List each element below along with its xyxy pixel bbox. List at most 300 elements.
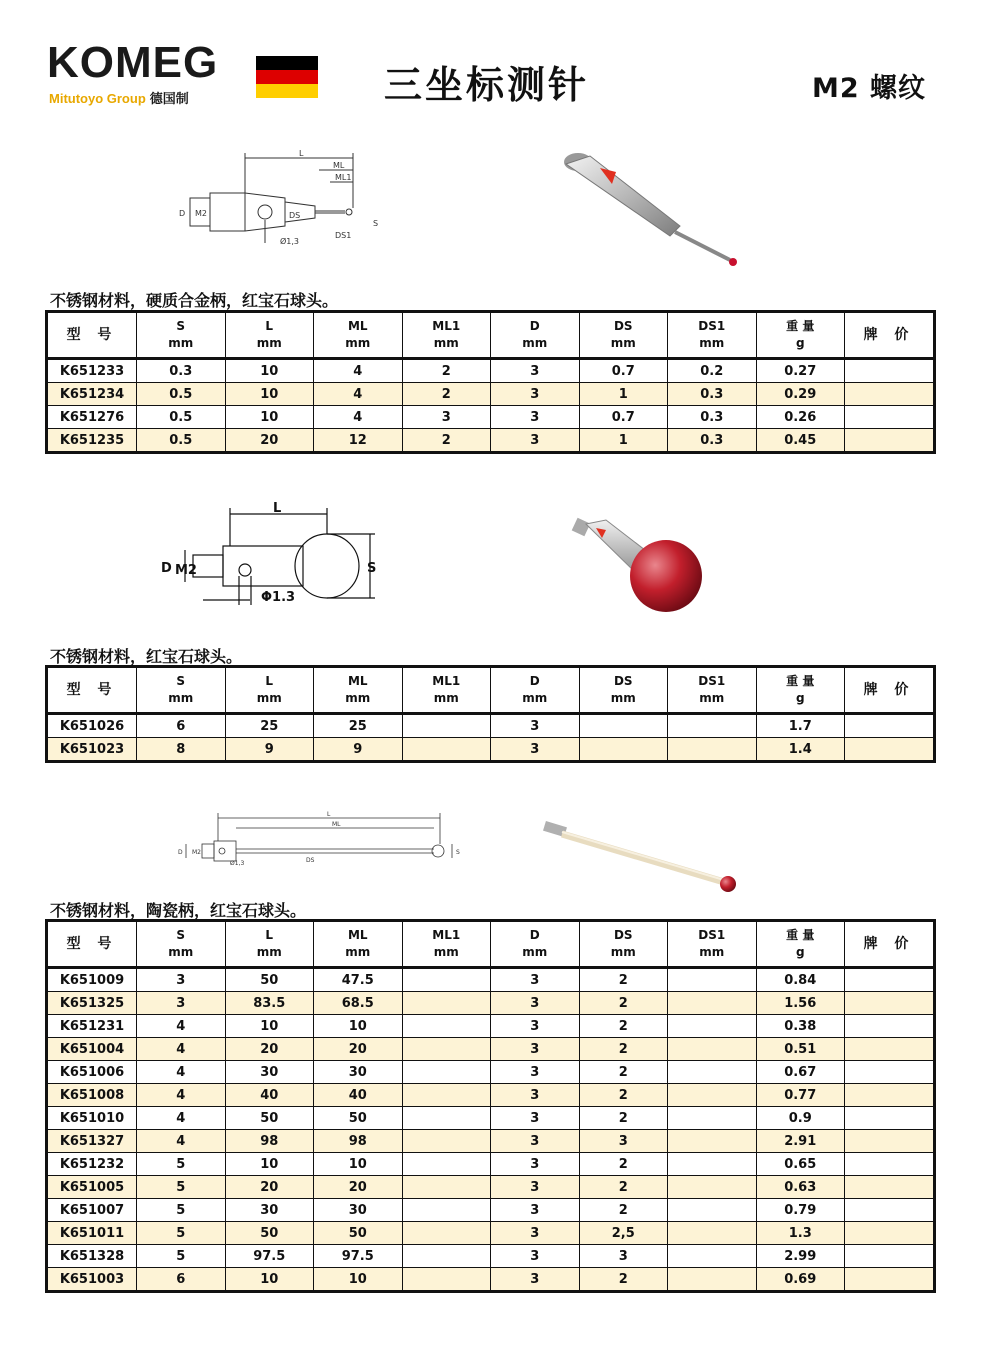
cell-ds: 2 bbox=[579, 1061, 668, 1084]
cell-price bbox=[845, 1153, 935, 1176]
dim-label-ml1: ML1 bbox=[335, 173, 352, 182]
col-unit: mm bbox=[522, 336, 548, 350]
cell-ml: 4 bbox=[314, 406, 403, 429]
cell-ml1 bbox=[402, 1038, 491, 1061]
cell-ds: 2 bbox=[579, 1038, 668, 1061]
col-name: ML1 bbox=[432, 928, 461, 942]
col-header-d bbox=[491, 667, 580, 714]
cell-ml1: 2 bbox=[402, 383, 491, 406]
cell-d: 3 bbox=[491, 1084, 580, 1107]
col-unit: mm bbox=[168, 945, 194, 959]
cell-s: 8 bbox=[137, 738, 226, 762]
table-row bbox=[47, 406, 935, 429]
cell-d: 3 bbox=[491, 1107, 580, 1130]
cell-ds: 2 bbox=[579, 992, 668, 1015]
col-name: S bbox=[176, 674, 186, 688]
cell-model: K651325 bbox=[47, 992, 137, 1015]
cell-model: K651009 bbox=[47, 968, 137, 992]
col-name: DS bbox=[613, 319, 633, 333]
col-header-ds1 bbox=[668, 667, 757, 714]
cell-ds bbox=[579, 714, 668, 738]
cell-ds: 2 bbox=[579, 1268, 668, 1292]
cell-ds1 bbox=[668, 968, 757, 992]
cell-s: 4 bbox=[137, 1061, 226, 1084]
table-row bbox=[47, 992, 935, 1015]
cell-s: 0.5 bbox=[137, 383, 226, 406]
cell-s: 0.3 bbox=[137, 359, 226, 383]
cell-weight: 1.56 bbox=[756, 992, 845, 1015]
table-row bbox=[47, 714, 935, 738]
cell-model: K651011 bbox=[47, 1222, 137, 1245]
cell-ds1 bbox=[668, 714, 757, 738]
col-unit: mm bbox=[168, 336, 194, 350]
table-body bbox=[47, 714, 935, 762]
cell-ml: 10 bbox=[314, 1153, 403, 1176]
cell-ds bbox=[579, 738, 668, 762]
table-body bbox=[47, 359, 935, 453]
stylus-photo-3 bbox=[538, 818, 738, 898]
cell-weight: 2.91 bbox=[756, 1130, 845, 1153]
col-name: DS1 bbox=[698, 674, 726, 688]
dim-label-l: L bbox=[327, 811, 331, 818]
dim-label-ml: ML bbox=[333, 161, 345, 170]
cell-ml: 30 bbox=[314, 1199, 403, 1222]
cell-model: K651327 bbox=[47, 1130, 137, 1153]
cell-weight: 0.26 bbox=[756, 406, 845, 429]
cell-ds1 bbox=[668, 1222, 757, 1245]
cell-l: 10 bbox=[225, 383, 314, 406]
col-header-s bbox=[137, 312, 226, 359]
col-header-price: 牌 价 bbox=[845, 921, 935, 968]
cell-ds: 3 bbox=[579, 1245, 668, 1268]
cell-s: 6 bbox=[137, 714, 226, 738]
cell-s: 3 bbox=[137, 968, 226, 992]
cell-price bbox=[845, 1107, 935, 1130]
cell-ds: 2 bbox=[579, 1107, 668, 1130]
dim-label-ds: DS bbox=[306, 857, 315, 864]
cell-model: K651276 bbox=[47, 406, 137, 429]
dim-label-d: D bbox=[161, 561, 172, 576]
cell-ml1 bbox=[402, 968, 491, 992]
dim-label-ds1: DS1 bbox=[335, 231, 352, 240]
cell-d: 3 bbox=[491, 992, 580, 1015]
col-header-ml1 bbox=[402, 921, 491, 968]
cell-ds1: 0.3 bbox=[668, 406, 757, 429]
table-row bbox=[47, 1107, 935, 1130]
flag-stripe bbox=[256, 70, 318, 84]
table-row bbox=[47, 383, 935, 406]
cell-ds: 1 bbox=[579, 383, 668, 406]
page-title: 三坐标测针 bbox=[384, 63, 590, 107]
cell-ml1 bbox=[402, 738, 491, 762]
cell-weight: 0.51 bbox=[756, 1038, 845, 1061]
col-name: DS bbox=[613, 928, 633, 942]
cell-l: 20 bbox=[225, 1176, 314, 1199]
cell-weight: 0.45 bbox=[756, 429, 845, 453]
cell-price bbox=[845, 359, 935, 383]
cell-ds: 0.7 bbox=[579, 406, 668, 429]
cell-l: 83.5 bbox=[225, 992, 314, 1015]
cell-d: 3 bbox=[491, 406, 580, 429]
german-flag-icon bbox=[256, 56, 318, 98]
cell-l: 30 bbox=[225, 1199, 314, 1222]
spec-table-1 bbox=[45, 310, 936, 454]
cell-ds1 bbox=[668, 1245, 757, 1268]
cell-ml: 9 bbox=[314, 738, 403, 762]
table-header-row bbox=[47, 667, 935, 714]
section-caption-3: 不锈钢材料，陶瓷柄，红宝石球头。 bbox=[50, 901, 307, 920]
dim-label-m2: M2 bbox=[195, 209, 207, 218]
col-unit: mm bbox=[522, 691, 548, 705]
cell-weight: 0.79 bbox=[756, 1199, 845, 1222]
cell-l: 10 bbox=[225, 1015, 314, 1038]
cell-s: 4 bbox=[137, 1130, 226, 1153]
cell-price bbox=[845, 1084, 935, 1107]
cell-price bbox=[845, 1061, 935, 1084]
cell-weight: 2.99 bbox=[756, 1245, 845, 1268]
col-header-ds bbox=[579, 667, 668, 714]
cell-ds: 2,5 bbox=[579, 1222, 668, 1245]
cell-model: K651026 bbox=[47, 714, 137, 738]
group-label: Mitutoyo Group bbox=[49, 91, 146, 106]
table-row bbox=[47, 1268, 935, 1292]
cell-s: 5 bbox=[137, 1222, 226, 1245]
dim-label-bore: Ø1,3 bbox=[280, 237, 300, 246]
cell-ml: 4 bbox=[314, 383, 403, 406]
col-header-model: 型 号 bbox=[47, 921, 137, 968]
table-body bbox=[47, 968, 935, 1292]
cell-ml: 20 bbox=[314, 1176, 403, 1199]
cell-s: 4 bbox=[137, 1107, 226, 1130]
cell-s: 5 bbox=[137, 1153, 226, 1176]
cell-ds1 bbox=[668, 1268, 757, 1292]
cell-ds1: 0.3 bbox=[668, 429, 757, 453]
cell-ml1 bbox=[402, 714, 491, 738]
col-name: DS1 bbox=[698, 928, 726, 942]
cell-l: 50 bbox=[225, 1222, 314, 1245]
col-header-weight bbox=[756, 667, 845, 714]
cell-l: 10 bbox=[225, 1153, 314, 1176]
table-header-row bbox=[47, 921, 935, 968]
dim-label-ds: DS bbox=[289, 211, 301, 220]
cell-ml1 bbox=[402, 1130, 491, 1153]
cell-ds1 bbox=[668, 1107, 757, 1130]
col-unit: mm bbox=[610, 691, 636, 705]
cell-ml: 25 bbox=[314, 714, 403, 738]
cell-ml1 bbox=[402, 1268, 491, 1292]
cell-ds: 0.7 bbox=[579, 359, 668, 383]
cell-ml: 50 bbox=[314, 1107, 403, 1130]
cell-l: 98 bbox=[225, 1130, 314, 1153]
stylus-photo-2 bbox=[566, 510, 716, 620]
cell-l: 20 bbox=[225, 1038, 314, 1061]
col-name: D bbox=[529, 319, 540, 333]
cell-ml: 4 bbox=[314, 359, 403, 383]
cell-ml: 30 bbox=[314, 1061, 403, 1084]
cell-ml1: 3 bbox=[402, 406, 491, 429]
spec-table-2 bbox=[45, 665, 936, 763]
col-unit: mm bbox=[522, 945, 548, 959]
flag-stripe bbox=[256, 84, 318, 98]
col-header-ds1 bbox=[668, 312, 757, 359]
col-name: 重 量 bbox=[786, 319, 815, 333]
cell-l: 30 bbox=[225, 1061, 314, 1084]
col-unit: mm bbox=[345, 336, 371, 350]
col-header-ds1 bbox=[668, 921, 757, 968]
cell-ds1 bbox=[668, 1199, 757, 1222]
cell-price bbox=[845, 1268, 935, 1292]
cell-l: 20 bbox=[225, 429, 314, 453]
dim-label-s: S bbox=[367, 561, 377, 576]
cell-d: 3 bbox=[491, 1222, 580, 1245]
col-name: S bbox=[176, 928, 186, 942]
col-header-d bbox=[491, 921, 580, 968]
cell-d: 3 bbox=[491, 1130, 580, 1153]
cell-weight: 0.84 bbox=[756, 968, 845, 992]
cell-s: 5 bbox=[137, 1176, 226, 1199]
cell-ds1 bbox=[668, 738, 757, 762]
cell-l: 10 bbox=[225, 406, 314, 429]
dim-label-d: D bbox=[179, 209, 186, 218]
cell-price bbox=[845, 968, 935, 992]
cell-l: 50 bbox=[225, 1107, 314, 1130]
dim-label-m2: M2 bbox=[175, 563, 197, 578]
cell-l: 40 bbox=[225, 1084, 314, 1107]
cell-ds1 bbox=[668, 1038, 757, 1061]
cell-d: 3 bbox=[491, 738, 580, 762]
col-header-ds bbox=[579, 312, 668, 359]
col-header-price: 牌 价 bbox=[845, 667, 935, 714]
col-name: ML bbox=[347, 928, 368, 942]
dim-label-s: S bbox=[456, 849, 460, 856]
cell-ds1 bbox=[668, 1176, 757, 1199]
table-row bbox=[47, 968, 935, 992]
col-unit: mm bbox=[345, 945, 371, 959]
cell-d: 3 bbox=[491, 1015, 580, 1038]
cell-price bbox=[845, 1199, 935, 1222]
col-name: ML1 bbox=[432, 674, 461, 688]
cell-price bbox=[845, 738, 935, 762]
stylus-photo-1 bbox=[560, 150, 750, 270]
cell-model: K651328 bbox=[47, 1245, 137, 1268]
dim-label-d: D bbox=[178, 849, 183, 856]
cell-weight: 0.63 bbox=[756, 1176, 845, 1199]
cell-model: K651003 bbox=[47, 1268, 137, 1292]
cell-price bbox=[845, 1130, 935, 1153]
cell-weight: 0.29 bbox=[756, 383, 845, 406]
col-unit: mm bbox=[699, 336, 725, 350]
cell-weight: 0.67 bbox=[756, 1061, 845, 1084]
cell-model: K651004 bbox=[47, 1038, 137, 1061]
col-header-ds bbox=[579, 921, 668, 968]
table-row bbox=[47, 429, 935, 453]
col-unit: mm bbox=[433, 945, 459, 959]
cell-ml1: 2 bbox=[402, 429, 491, 453]
cell-model: K651023 bbox=[47, 738, 137, 762]
cell-ds1 bbox=[668, 1153, 757, 1176]
cell-ds: 2 bbox=[579, 1153, 668, 1176]
cell-d: 3 bbox=[491, 968, 580, 992]
cell-ds: 2 bbox=[579, 1176, 668, 1199]
cell-ml1 bbox=[402, 1084, 491, 1107]
col-name: L bbox=[265, 928, 274, 942]
cell-ml: 47.5 bbox=[314, 968, 403, 992]
cell-weight: 0.38 bbox=[756, 1015, 845, 1038]
cell-ds: 2 bbox=[579, 1084, 668, 1107]
dim-label-l: L bbox=[299, 149, 304, 158]
col-name: D bbox=[529, 928, 540, 942]
cell-d: 3 bbox=[491, 1245, 580, 1268]
cell-ml: 10 bbox=[314, 1015, 403, 1038]
cell-ml: 20 bbox=[314, 1038, 403, 1061]
cell-ds1 bbox=[668, 992, 757, 1015]
cell-ml1 bbox=[402, 1153, 491, 1176]
cell-d: 3 bbox=[491, 1176, 580, 1199]
col-unit: mm bbox=[345, 691, 371, 705]
cell-l: 97.5 bbox=[225, 1245, 314, 1268]
col-name: S bbox=[176, 319, 186, 333]
cell-ml: 40 bbox=[314, 1084, 403, 1107]
cell-weight: 0.65 bbox=[756, 1153, 845, 1176]
cell-ml1 bbox=[402, 1199, 491, 1222]
col-unit: mm bbox=[168, 691, 194, 705]
col-header-ml1 bbox=[402, 312, 491, 359]
col-header-price: 牌 价 bbox=[845, 312, 935, 359]
brand-subtitle bbox=[49, 88, 189, 107]
dim-label-s: S bbox=[373, 219, 379, 228]
col-header-l bbox=[225, 312, 314, 359]
cell-ds: 3 bbox=[579, 1130, 668, 1153]
col-unit: g bbox=[795, 691, 805, 705]
cell-l: 50 bbox=[225, 968, 314, 992]
col-name: ML bbox=[347, 319, 368, 333]
cell-price bbox=[845, 1245, 935, 1268]
col-name: ML1 bbox=[432, 319, 461, 333]
cell-d: 3 bbox=[491, 1268, 580, 1292]
cell-s: 5 bbox=[137, 1199, 226, 1222]
col-unit: mm bbox=[433, 691, 459, 705]
brand-logo: KOMEG bbox=[47, 38, 219, 87]
cell-ds1: 0.2 bbox=[668, 359, 757, 383]
col-header-weight bbox=[756, 312, 845, 359]
cell-price bbox=[845, 1015, 935, 1038]
col-header-weight bbox=[756, 921, 845, 968]
col-unit: g bbox=[795, 336, 805, 350]
dim-label-l: L bbox=[273, 501, 282, 516]
table-row bbox=[47, 738, 935, 762]
col-header-l bbox=[225, 921, 314, 968]
cell-weight: 0.27 bbox=[756, 359, 845, 383]
cell-ml: 97.5 bbox=[314, 1245, 403, 1268]
cell-ds1 bbox=[668, 1015, 757, 1038]
col-name: 重 量 bbox=[786, 928, 815, 942]
cell-ml1 bbox=[402, 1061, 491, 1084]
table-row bbox=[47, 1222, 935, 1245]
col-name: ML bbox=[347, 674, 368, 688]
col-name: 重 量 bbox=[786, 674, 815, 688]
col-header-d bbox=[491, 312, 580, 359]
cell-s: 4 bbox=[137, 1038, 226, 1061]
col-unit: g bbox=[795, 945, 805, 959]
cell-s: 5 bbox=[137, 1245, 226, 1268]
cell-ml1 bbox=[402, 1015, 491, 1038]
table-row bbox=[47, 1245, 935, 1268]
table-header-row bbox=[47, 312, 935, 359]
col-header-ml bbox=[314, 667, 403, 714]
table-row bbox=[47, 1061, 935, 1084]
cell-model: K651232 bbox=[47, 1153, 137, 1176]
dim-label-bore: Ø1,3 bbox=[230, 860, 245, 867]
cell-model: K651231 bbox=[47, 1015, 137, 1038]
cell-d: 3 bbox=[491, 1199, 580, 1222]
cell-weight: 0.69 bbox=[756, 1268, 845, 1292]
table-row bbox=[47, 1153, 935, 1176]
cell-d: 3 bbox=[491, 714, 580, 738]
cell-ds: 2 bbox=[579, 968, 668, 992]
cell-ml1 bbox=[402, 992, 491, 1015]
cell-ml1 bbox=[402, 1107, 491, 1130]
cell-price bbox=[845, 1038, 935, 1061]
cell-ml1 bbox=[402, 1176, 491, 1199]
dim-label-ml: ML bbox=[332, 821, 341, 828]
cell-model: K651006 bbox=[47, 1061, 137, 1084]
table-row bbox=[47, 1084, 935, 1107]
cell-price bbox=[845, 429, 935, 453]
spec-table-3 bbox=[45, 919, 936, 1293]
col-header-s bbox=[137, 921, 226, 968]
cell-l: 25 bbox=[225, 714, 314, 738]
dim-label-m2: M2 bbox=[192, 849, 201, 856]
cell-s: 4 bbox=[137, 1084, 226, 1107]
stylus-drawing-2 bbox=[155, 500, 395, 612]
col-name: DS bbox=[613, 674, 633, 688]
cell-ml: 12 bbox=[314, 429, 403, 453]
cell-s: 0.5 bbox=[137, 406, 226, 429]
thread-label: M2 螺纹 bbox=[812, 73, 927, 104]
col-header-ml1 bbox=[402, 667, 491, 714]
cell-price bbox=[845, 714, 935, 738]
col-header-s bbox=[137, 667, 226, 714]
stylus-drawing-3 bbox=[172, 808, 472, 868]
col-name: L bbox=[265, 319, 274, 333]
cell-model: K651008 bbox=[47, 1084, 137, 1107]
cell-price bbox=[845, 383, 935, 406]
cell-ds1 bbox=[668, 1084, 757, 1107]
col-unit: mm bbox=[610, 336, 636, 350]
col-name: DS1 bbox=[698, 319, 726, 333]
col-header-model: 型 号 bbox=[47, 312, 137, 359]
cell-ds: 1 bbox=[579, 429, 668, 453]
cell-l: 10 bbox=[225, 359, 314, 383]
table-row bbox=[47, 1038, 935, 1061]
cell-price bbox=[845, 406, 935, 429]
cell-d: 3 bbox=[491, 1061, 580, 1084]
dim-label-bore: Φ1.3 bbox=[261, 590, 296, 605]
cell-model: K651007 bbox=[47, 1199, 137, 1222]
col-unit: mm bbox=[256, 691, 282, 705]
cell-l: 9 bbox=[225, 738, 314, 762]
flag-stripe bbox=[256, 56, 318, 70]
col-name: D bbox=[529, 674, 540, 688]
col-header-ml bbox=[314, 921, 403, 968]
cell-ml: 50 bbox=[314, 1222, 403, 1245]
cell-model: K651005 bbox=[47, 1176, 137, 1199]
col-unit: mm bbox=[256, 945, 282, 959]
col-unit: mm bbox=[433, 336, 459, 350]
cell-ml: 98 bbox=[314, 1130, 403, 1153]
col-unit: mm bbox=[699, 945, 725, 959]
cell-model: K651235 bbox=[47, 429, 137, 453]
